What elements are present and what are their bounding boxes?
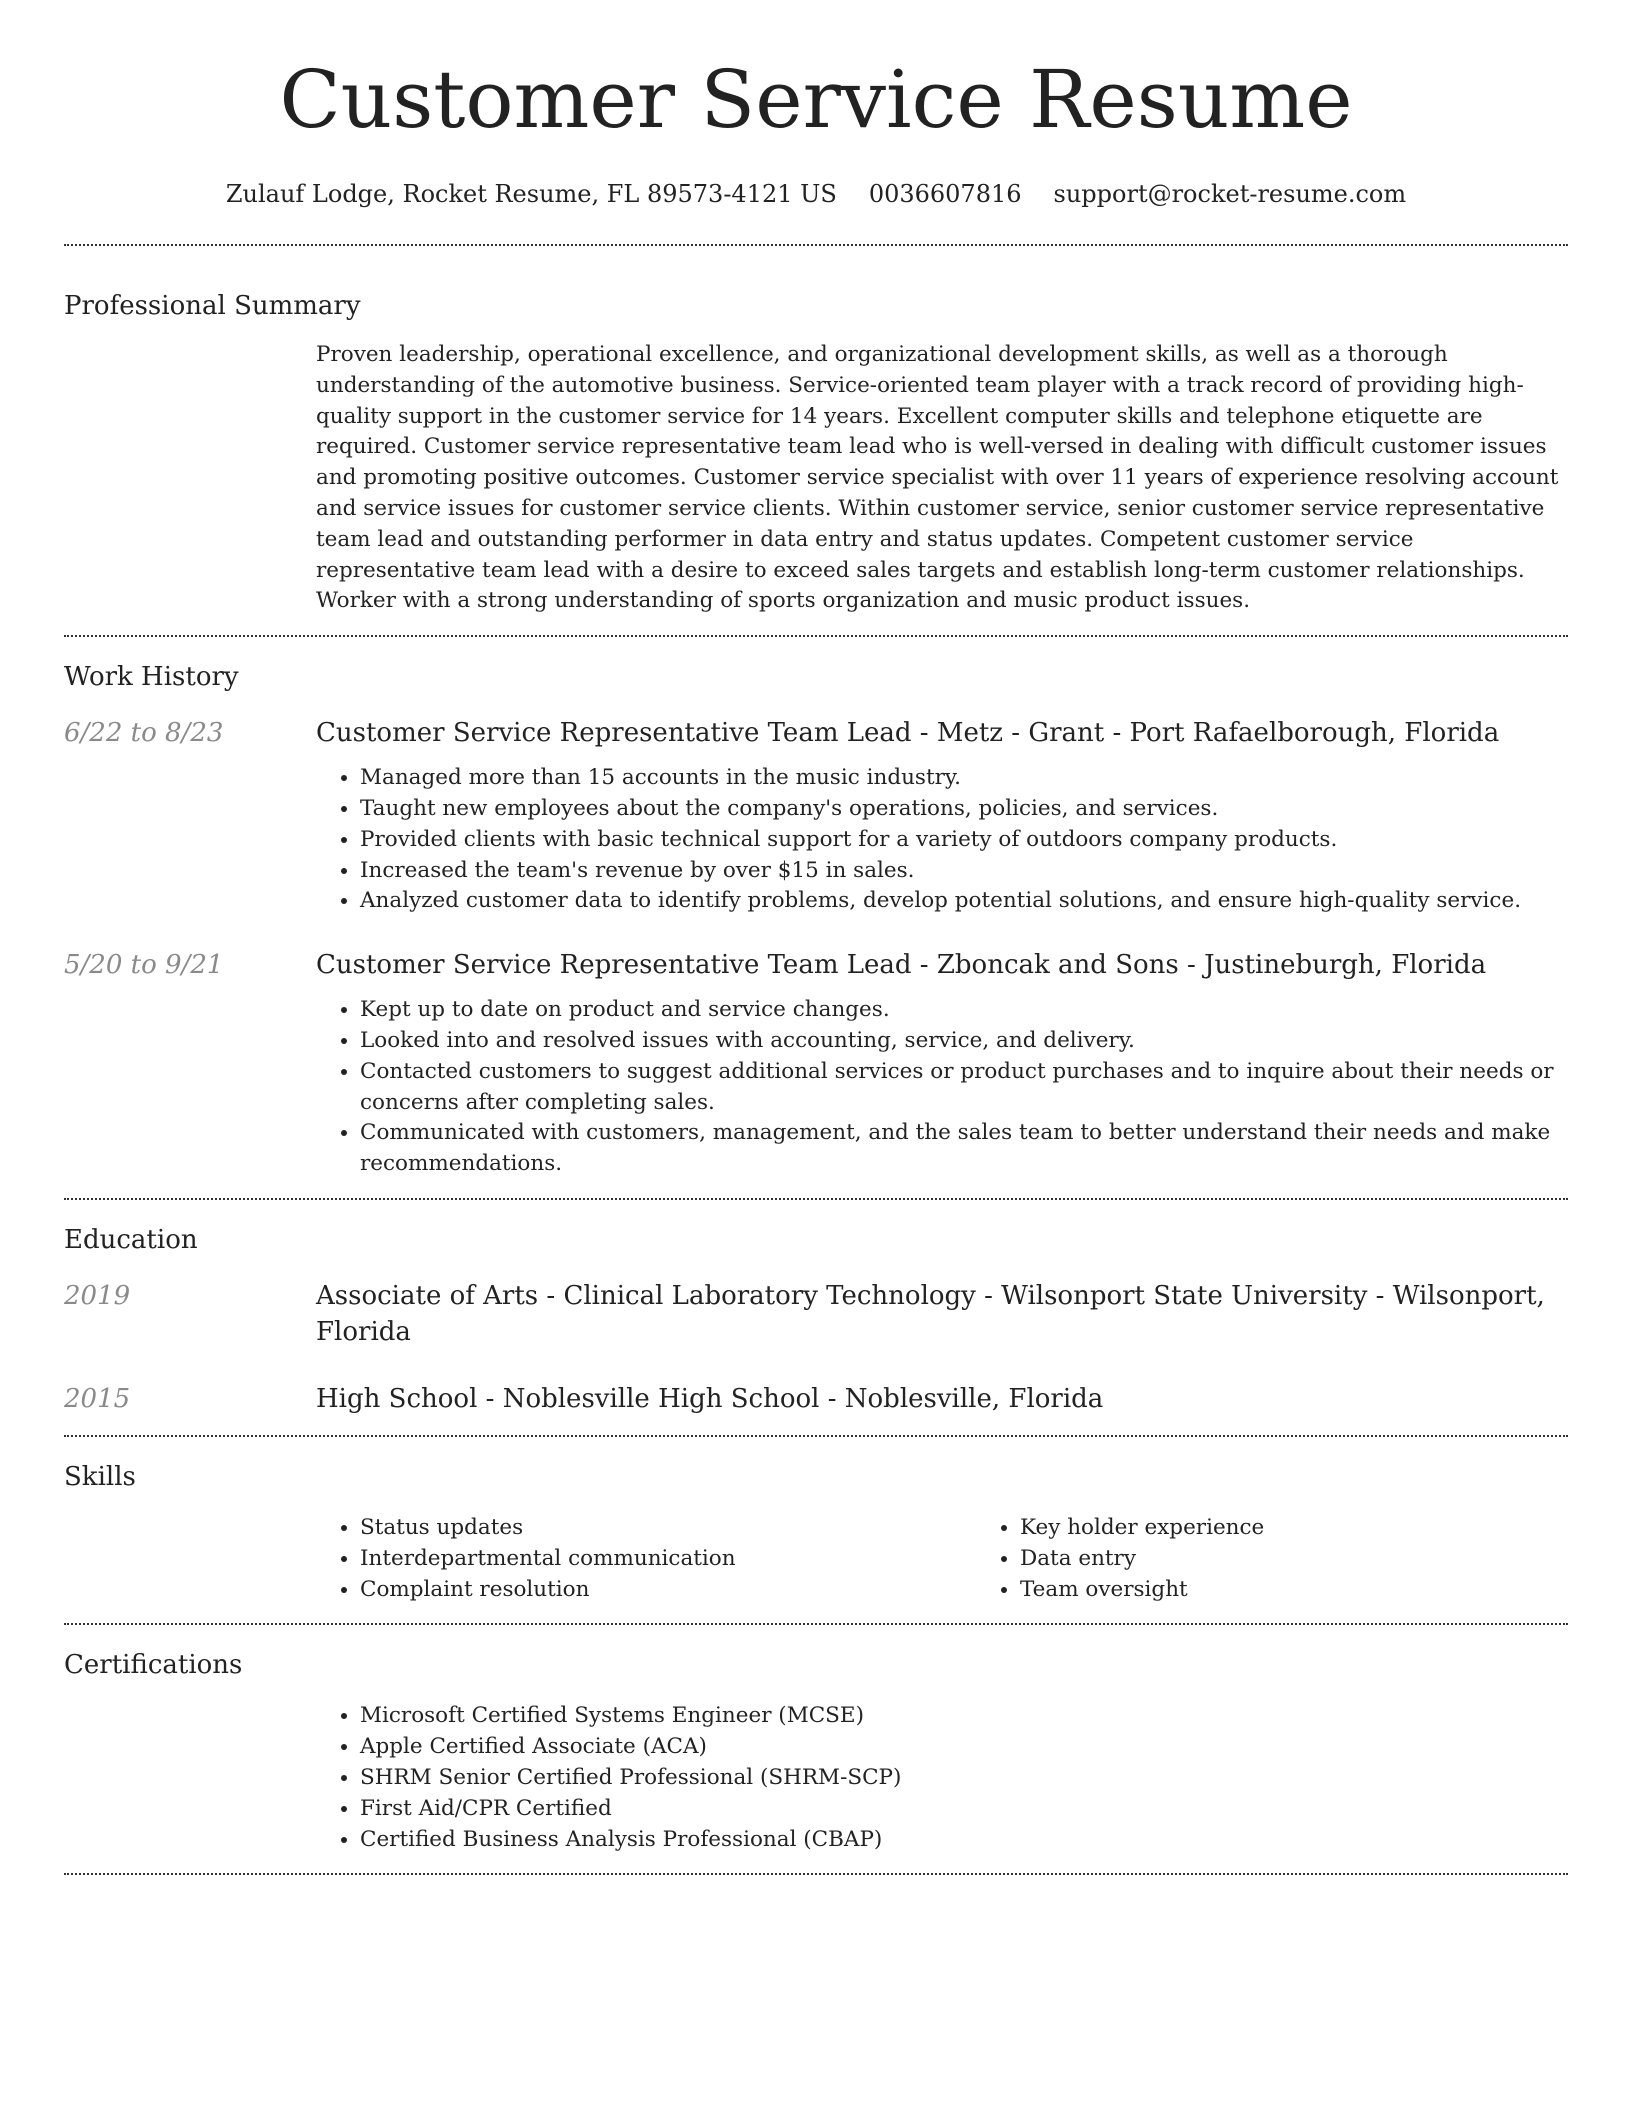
resume-header bbox=[64, 0, 1568, 210]
section-divider bbox=[64, 1873, 1568, 1875]
education-text: Associate of Arts - Clinical Laboratory Technology - Wilsonport State University - Wilsonport, Florida bbox=[316, 1280, 1545, 1347]
job-bullets-row bbox=[64, 995, 1568, 1180]
job-header-row bbox=[64, 947, 1568, 983]
job-title: Customer Service Representative Team Lead - Zboncak and Sons - Justineburgh, Florida bbox=[316, 950, 1487, 981]
job-bullets-row bbox=[64, 763, 1568, 917]
skills-list-right bbox=[976, 1513, 1632, 1605]
job-bullet-list bbox=[316, 995, 1568, 1180]
job-bullet: • Provided clients with basic technical support for a variety of outdoors company products. bbox=[360, 825, 1568, 856]
education-entry bbox=[64, 1278, 1568, 1350]
job-title: Customer Service Representative Team Lead - Metz - Grant - Port Rafaelborough, Florida bbox=[316, 718, 1500, 749]
contact-info bbox=[64, 178, 1568, 210]
contact-address: Zulauf Lodge, Rocket Resume, FL 89573-4121 US bbox=[225, 180, 837, 208]
skill-item: • Status updates bbox=[360, 1513, 976, 1544]
certification-item: • SHRM Senior Certified Professional (SHRM-SCP) bbox=[360, 1763, 1568, 1794]
certification-item: • First Aid/CPR Certified bbox=[360, 1794, 1568, 1825]
education-text: High School - Noblesville High School - Noblesville, Florida bbox=[316, 1383, 1104, 1414]
job-bullet: • Increased the team's revenue by over $15 in sales. bbox=[360, 856, 1568, 887]
job-bullet: • Analyzed customer data to identify problems, develop potential solutions, and ensure high-quality service. bbox=[360, 886, 1568, 917]
skills-list-left bbox=[316, 1513, 976, 1605]
resume-title: Customer Service Resume bbox=[279, 53, 1353, 146]
summary-text: Proven leadership, operational excellence, and organizational development skills, as well as a thorough understanding of the automotive business. Service-oriented team player with a track record of providing high-quality support in the customer service for 14 years. Excellent computer skills and telephone etiquette are required. Customer service representative team lead who is well-versed in dealing with difficult customer issues and promoting positive outcomes. Customer service specialist with over 11 years of experience resolving account and service issues for customer service clients. Within customer service, senior customer service representative team lead and outstanding performer in data entry and status updates. Competent customer service representative team lead with a desire to exceed sales targets and establish long-term customer relationships. Worker with a strong understanding of sports organization and music product issues. bbox=[316, 342, 1559, 614]
job-entry bbox=[64, 715, 1568, 917]
skill-item: • Team oversight bbox=[1020, 1575, 1632, 1606]
job-bullet: • Contacted customers to suggest additional services or product purchases and to inquire about their needs or concerns after completing sales. bbox=[360, 1057, 1568, 1119]
job-bullet: • Taught new employees about the company's operations, policies, and services. bbox=[360, 794, 1568, 825]
job-bullets-body bbox=[316, 995, 1568, 1180]
job-bullet: • Kept up to date on product and service changes. bbox=[360, 995, 1568, 1026]
certifications-body bbox=[316, 1701, 1568, 1855]
certification-item: • Certified Business Analysis Professional (CBAP) bbox=[360, 1825, 1568, 1856]
education-heading: Education bbox=[64, 1224, 198, 1255]
job-dates: 6/22 to 8/23 bbox=[64, 718, 224, 749]
certifications-row bbox=[64, 1701, 1568, 1855]
summary-section bbox=[64, 246, 1568, 635]
work-history-heading: Work History bbox=[64, 662, 239, 693]
education-year: 2015 bbox=[64, 1383, 131, 1414]
education-section bbox=[64, 1200, 1568, 1435]
job-header-row bbox=[64, 715, 1568, 751]
skill-item: • Interdepartmental communication bbox=[360, 1544, 976, 1575]
summary-heading: Professional Summary bbox=[64, 291, 361, 321]
summary-row bbox=[64, 340, 1568, 617]
skill-item: • Complaint resolution bbox=[360, 1575, 976, 1606]
education-entry bbox=[64, 1381, 1568, 1417]
skills-grid bbox=[316, 1513, 1568, 1605]
job-bullet: • Communicated with customers, management, and the sales team to better understand their needs and make recommendations. bbox=[360, 1118, 1568, 1180]
work-history-section bbox=[64, 637, 1568, 1198]
job-entry bbox=[64, 947, 1568, 1180]
certification-item: • Apple Certified Associate (ACA) bbox=[360, 1732, 1568, 1763]
certifications-list bbox=[316, 1701, 1568, 1855]
skills-heading: Skills bbox=[64, 1461, 136, 1492]
job-bullet: • Looked into and resolved issues with accounting, service, and delivery. bbox=[360, 1026, 1568, 1057]
skill-item: • Key holder experience bbox=[1020, 1513, 1632, 1544]
education-year: 2019 bbox=[64, 1280, 131, 1311]
certification-item: • Microsoft Certified Systems Engineer (MCSE) bbox=[360, 1701, 1568, 1732]
job-bullet: • Managed more than 15 accounts in the music industry. bbox=[360, 763, 1568, 794]
job-dates: 5/20 to 9/21 bbox=[64, 950, 224, 981]
contact-phone: 0036607816 bbox=[868, 180, 1022, 208]
contact-email: support@rocket-resume.com bbox=[1053, 180, 1407, 208]
job-bullet-list bbox=[316, 763, 1568, 917]
skills-section bbox=[64, 1437, 1568, 1623]
summary-body bbox=[316, 340, 1568, 617]
certifications-heading: Certifications bbox=[64, 1650, 243, 1681]
certifications-section bbox=[64, 1625, 1568, 1873]
skill-item: • Data entry bbox=[1020, 1544, 1632, 1575]
job-bullets-body bbox=[316, 763, 1568, 917]
skills-row bbox=[64, 1513, 1568, 1605]
